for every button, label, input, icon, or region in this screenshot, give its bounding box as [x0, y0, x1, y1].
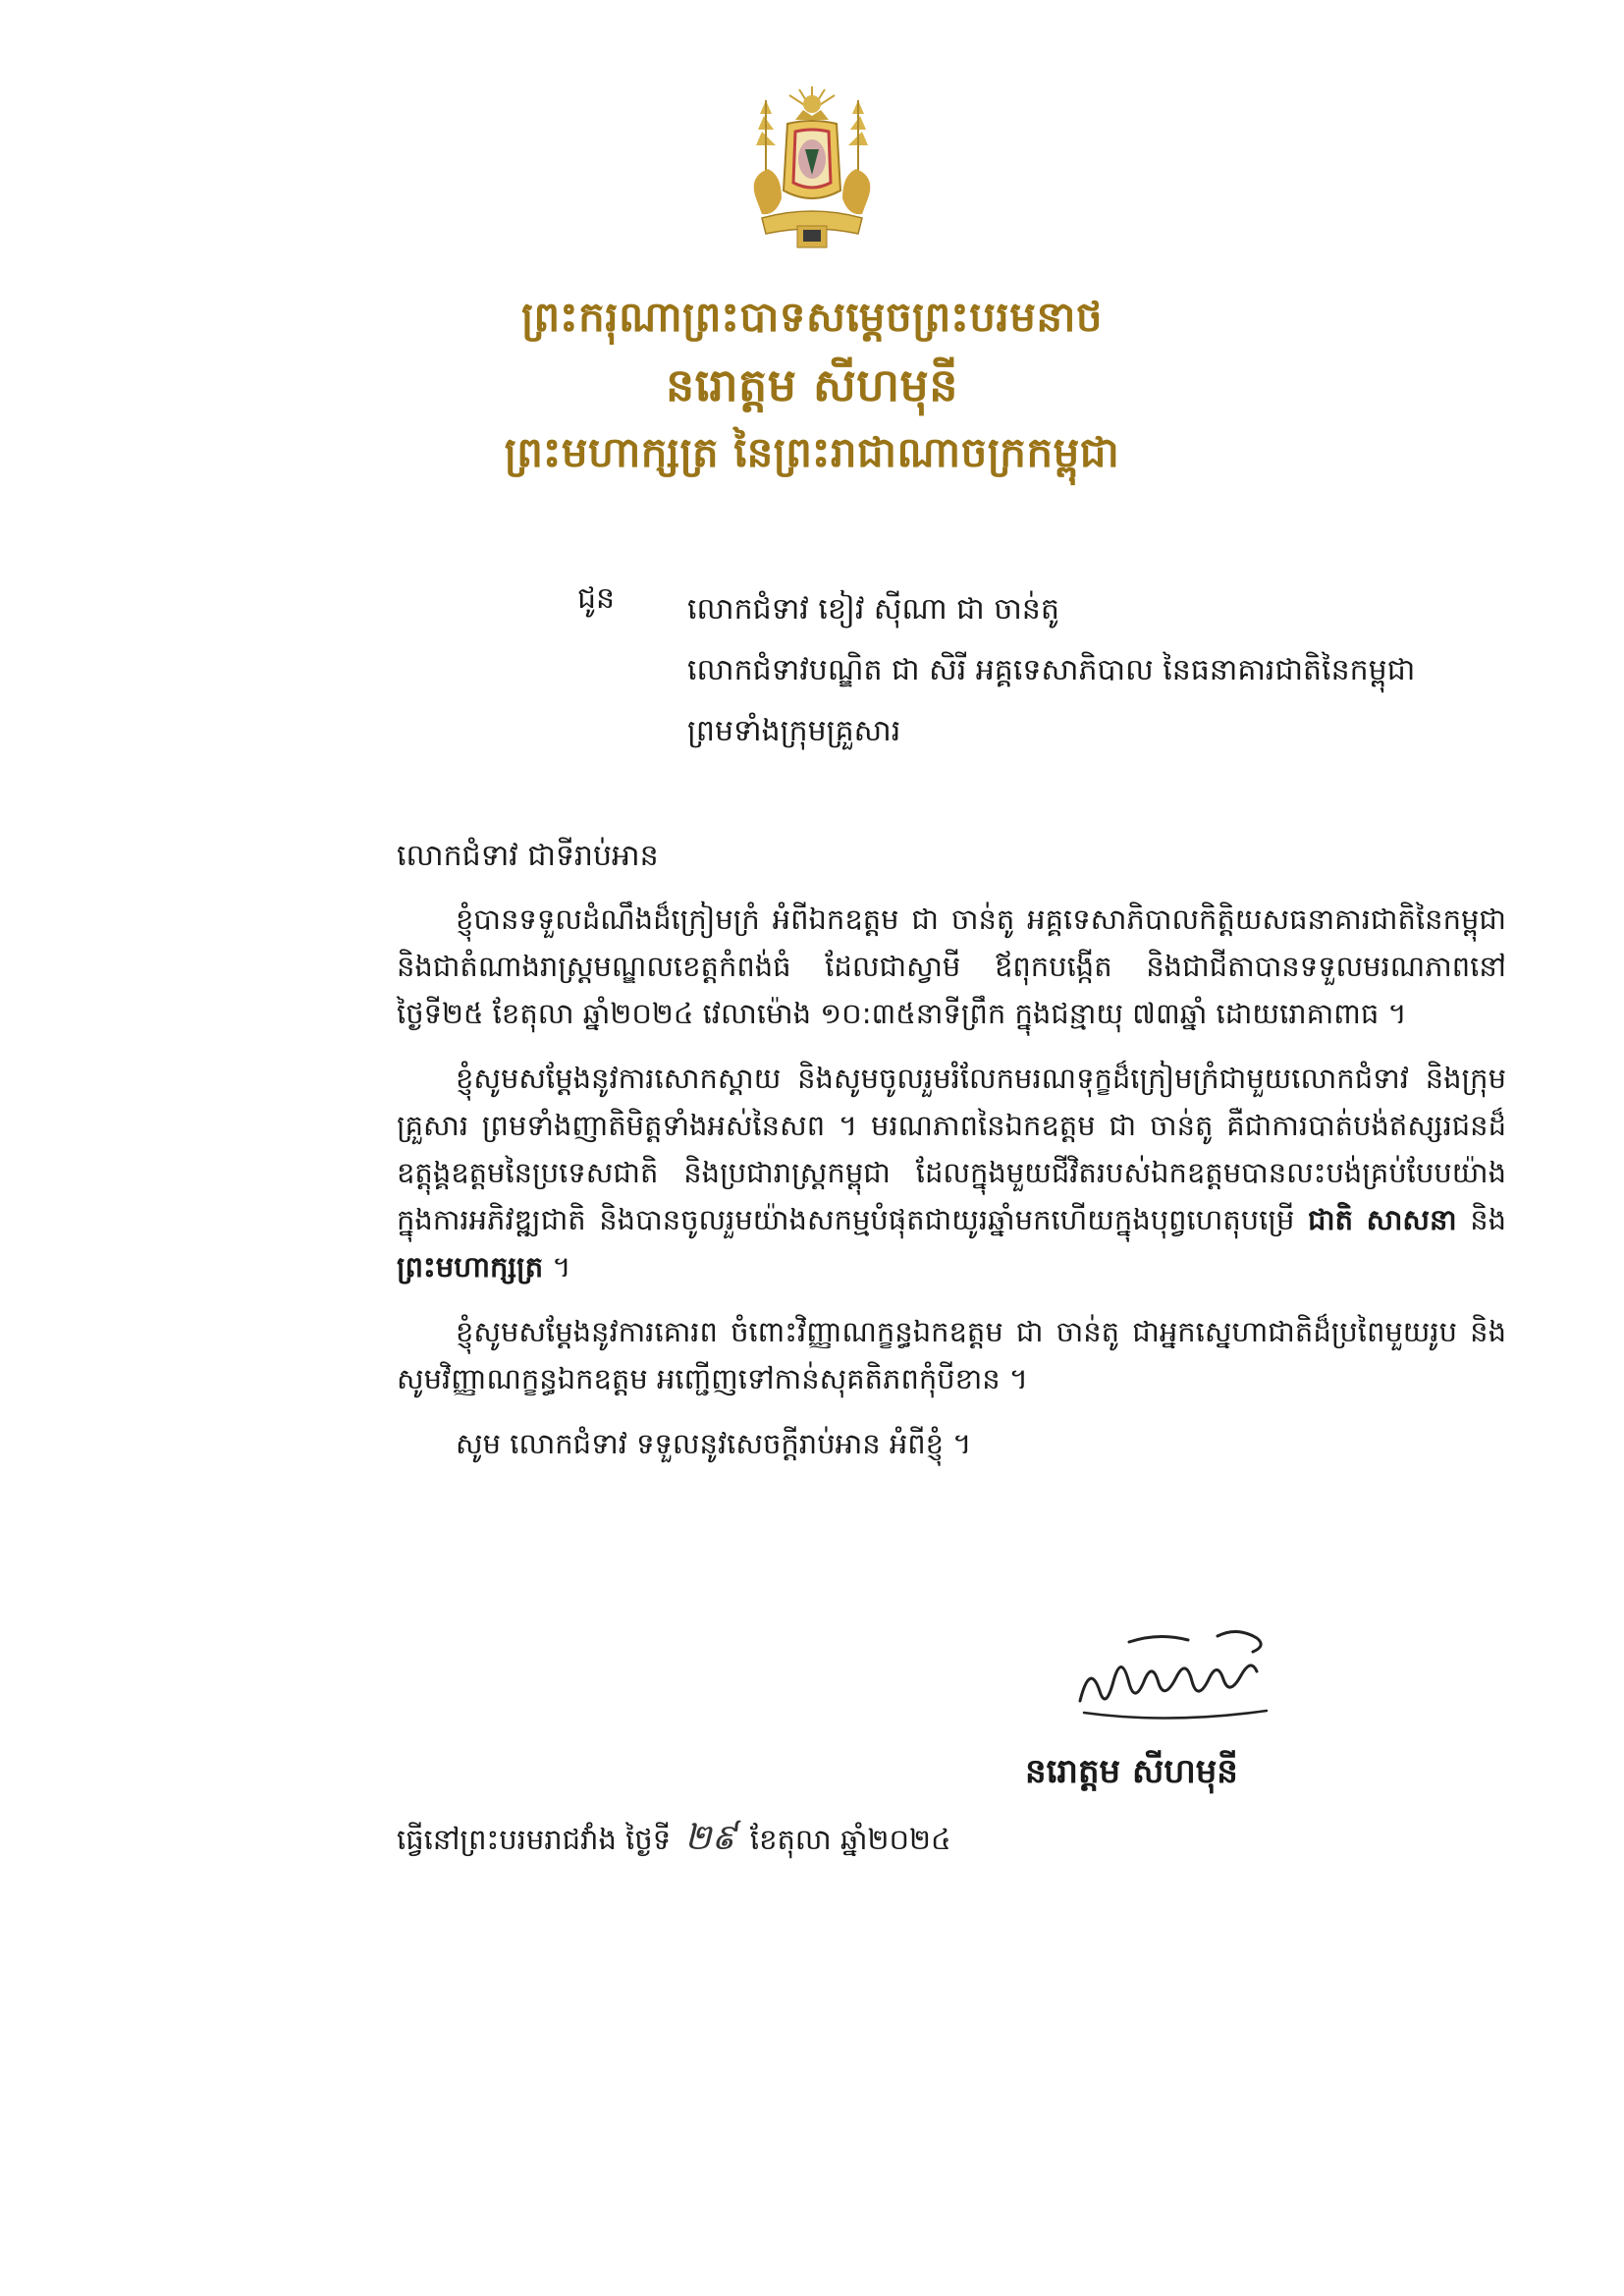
- signature-name: នរោត្តម សីហមុនី: [1025, 1752, 1238, 1791]
- paragraph-2-bold-religion: សាសនា: [1366, 1203, 1457, 1236]
- recipient-line-1: លោកជំទាវ ខៀវ ស៊ីណា ជា ចាន់តូ: [687, 592, 1059, 627]
- paragraph-4: សូម លោកជំទាវ ទទួលនូវសេចក្តីរាប់អាន អំពីខ្ញុំ ។: [456, 1427, 972, 1460]
- paragraph-2-bold-nation: ជាតិ: [1308, 1203, 1354, 1236]
- header-king-name: នរោត្តម សីហមុនី: [666, 358, 958, 411]
- handwritten-signature: [1070, 1622, 1316, 1730]
- recipient-block: [687, 579, 1532, 762]
- header-title-line1: ព្រះករុណាព្រះបាទសម្តេចព្រះបរមនាថ: [520, 293, 1104, 341]
- paragraph-2: [397, 1055, 1506, 1290]
- paragraph-2-bold-king: ព្រះមហាក្សត្រ: [397, 1250, 544, 1284]
- date-day-handwritten: ២៩: [684, 1818, 736, 1858]
- date-prefix: ធ្វើនៅព្រះបរមរាជវាំង ថ្ងៃទី: [397, 1823, 672, 1856]
- paragraph-2-and: និង: [1470, 1203, 1507, 1236]
- date-suffix: ខែតុលា ឆ្នាំ២០២៤: [749, 1823, 951, 1856]
- recipient-line-2: លោកជំទាវបណ្ឌិត ជា សិរី អគ្គទេសាភិបាល នៃធនាគារជាតិនៃកម្ពុជា: [687, 653, 1416, 687]
- royal-coat-of-arms-icon: [738, 81, 886, 255]
- paragraph-2-end: ។: [552, 1250, 571, 1284]
- paragraph-2-text: ខ្ញុំសូមសម្តែងនូវការសោកស្តាយ និងសូមចូលរួមរំលែកមរណទុក្ខដ៏ក្រៀមក្រំជាមួយលោកជំទាវ និងក្រុមគ្រួសារ ព្រមទាំងញាតិមិត្តទាំងអស់នៃសព ។ មរណភាពនៃឯកឧត្តម ជា ចាន់តូ គឺជាការបាត់បង់ឥស្សរជនដ៏ឧត្តុង្គឧត្តមនៃប្រទេសជាតិ និងប្រជារាស្ត្រកម្ពុជា ដែលក្នុងមួយជីវិតរបស់ឯកឧត្តមបានលះបង់គ្រប់បែបយ៉ាងក្នុងការអភិវឌ្ឍជាតិ និងបានចូលរួមយ៉ាងសកម្មបំផុតជាយូរឆ្នាំមកហើយក្នុងបុព្វហេតុបម្រើ: [397, 1062, 1506, 1236]
- paragraph-1: ខ្ញុំបានទទួលដំណឹងដ៏ក្រៀមក្រំ អំពីឯកឧត្តម ជា ចាន់តូ អគ្គទេសាភិបាលកិត្តិយសធនាគារជាតិនៃកម្ពុជា និងជាតំណាងរាស្ត្រមណ្ឌលខេត្តកំពង់ធំ ដែលជាស្វាមី ឪពុកបង្កើត និងជាជីតាបានទទួលមរណភាពនៅថ្ងៃទី២៥ ខែតុលា ឆ្នាំ២០២៤ វេលាម៉ោង ១០:៣៥នាទីព្រឹក ក្នុងជន្មាយុ ៧៣ឆ្នាំ ដោយរោគាពាធ ។: [397, 902, 1506, 1030]
- recipient-line-3: ព្រមទាំងក្រុមគ្រួសារ: [687, 714, 901, 748]
- date-line: [397, 1815, 951, 1867]
- letter-body: [397, 896, 1506, 1485]
- paragraph-3: ខ្ញុំសូមសម្តែងនូវការគោរព ចំពោះវិញ្ញាណក្ខន្ធឯកឧត្តម ជា ចាន់តូ ជាអ្នកស្នេហាជាតិដ៏ប្រពៃមួយរូប និងសូមវិញ្ញាណក្ខន្ធឯកឧត្តម អញ្ជើញទៅកាន់សុគតិភពកុំបីខាន ។: [397, 1315, 1506, 1395]
- header-title-line3: ព្រះមហាក្សត្រ នៃព្រះរាជាណាចក្រកម្ពុជា: [504, 428, 1120, 476]
- salutation: លោកជំទាវ ជាទីរាប់អាន: [397, 839, 659, 873]
- recipient-label: ជូន: [577, 581, 616, 616]
